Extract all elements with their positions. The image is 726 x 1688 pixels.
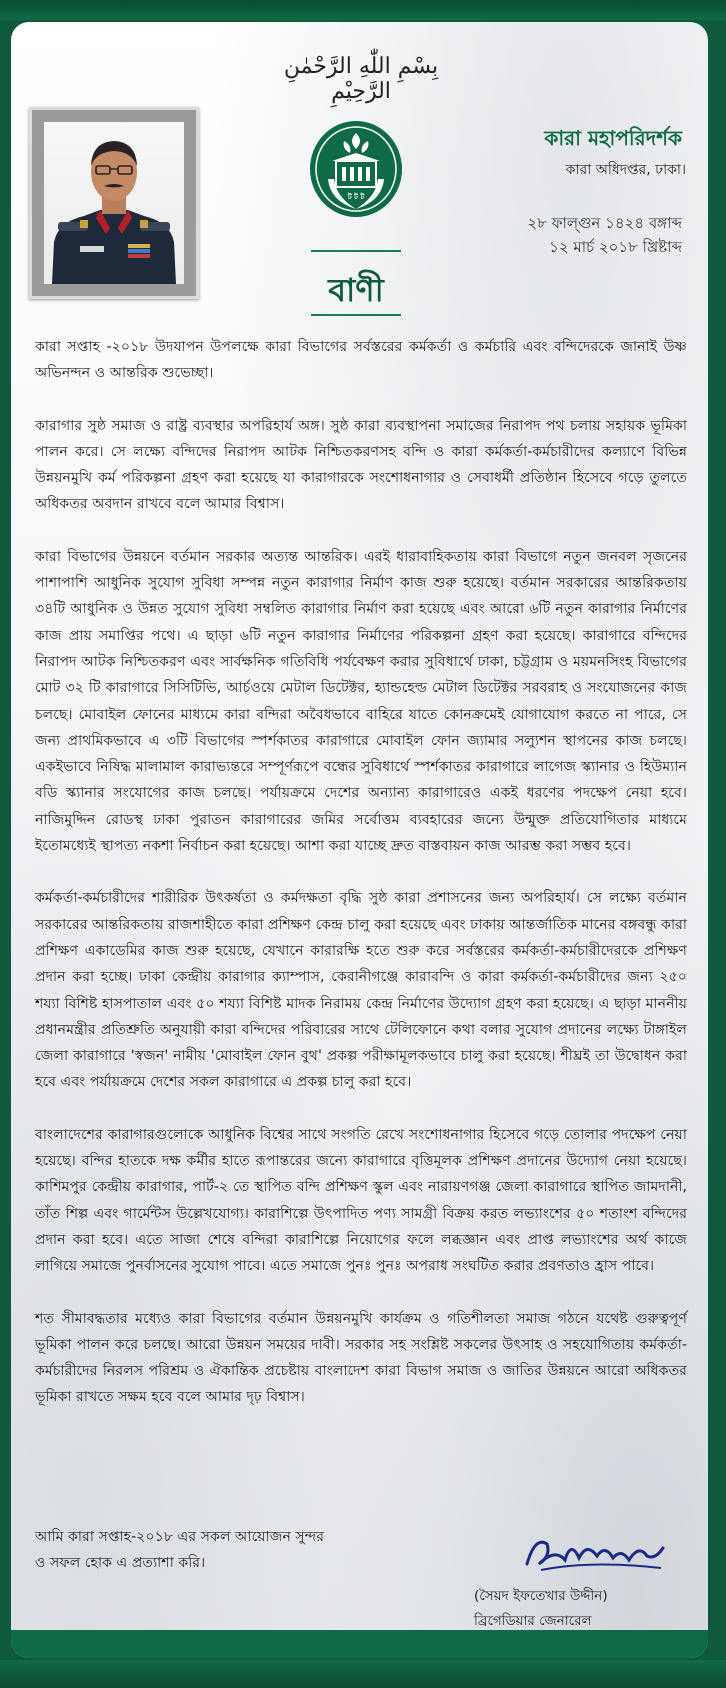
signature <box>521 1530 671 1580</box>
top-border <box>0 0 726 20</box>
date-gregorian: ১২ মার্চ ২০১৮ খ্রিষ্টাব্দ <box>549 238 682 256</box>
paragraph: কারা বিভাগের উন্নয়নে বর্তমান সরকার অত্যন্ত আন্তরিক। এরই ধারাবাহিকতায় কারা বিভাগে নতুন জনবল সৃজনের পাশাপাশি আধুনিক সুযোগ সুবিধা সম্পন্ন নতুন কারাগার নির্মাণ কাজ শুরু হয়েছে। বর্তমান সরকারের আন্তরিকতায় ৩৪টি আধুনিক ও উন্নত সুযোগ সুবিধা সম্বলিত কারাগার নির্মাণ করা হয়েছে এবং আরো ৬টি নতুন কারাগার নির্মাণের কাজ প্রায় সমাপ্তির পথে। এ ছাড়া ৬টি নতুন কারাগার নির্মাণের পরিকল্পনা গ্রহণ করা হয়েছে। কারাগারে বন্দিদের নিরাপদ আটক নিশ্চিতকরণ এবং সার্বক্ষনিক গতিবিধি পর্যবেক্ষণ করার সুবিধার্থে ঢাকা, চট্টগ্রাম ও ময়মনসিংহ বিভাগের মোট ৩২ টি কারাগারে সিসিটিভি, আর্চওয়ে মেটাল ডিটেক্টর, হ্যান্ডহেল্ড মেটাল ডিটেক্টর সরবরাহ ও সংযোজনের কাজ চলছে। মোবাইল ফোনের মাধ্যমে কারা বন্দিরা অবৈধভাবে বাহিরে যাতে কোনক্রমেই যোগাযোগ করতে না পারে, সে জন্য প্রাথমিকভাবে এ ৩টি বিভাগের স্পর্শকাতর কারাগারে মোবাইল ফোন জ্যামার সল্যুশন স্থাপনের কাজ চলছে। একইভাবে নিষিদ্ধ মালামাল কারাভ্যন্তরে সম্পূর্ণরূপে বন্ধের সুবিধার্থে স্পর্শকাতর কারাগারে লাগেজ স্ক্যানার ও হিউম্যান বডি স্ক্যানার সংযোগের কাজ চলছে। পর্যায়ক্রমে দেশের অন্যান্য কারাগারেও একই ধরণের পদক্ষেপ নেয়া হবে। নাজিমুদ্দিন রোডস্থ ঢাকা পুরাতন কারাগারের জমির সর্বোত্তম ব্যবহারের জন্যে উন্মুক্ত প্রতিযোগিতার মাধ্যমে ইতোমধ্যেই স্থাপত্য নকশা নির্বাচন করা হয়েছে। আশা করা যাচ্ছে দ্রুত বাস্তবায়ন কাজ আরম্ভ করা সম্ভব হবে। <box>35 548 687 855</box>
closing-wish: আমি কারা সপ্তাহ-২০১৮ এর সকল আয়োজন সুন্দর ও সফল হোক এ প্রত্যাশা করি। <box>35 1529 324 1571</box>
title-rule-bottom <box>311 314 401 316</box>
signature-icon <box>521 1530 671 1580</box>
emblem-icon <box>306 117 406 227</box>
paragraph: কারা সপ্তাহ -২০১৮ উদযাপন উপলক্ষে কারা বিভাগের সর্বস্তরের কর্মকর্তা ও কর্মচারি এবং বন্দিদেরকে জানাই উষ্ণ অভিনন্দন ও আন্তরিক শুভেচ্ছা। <box>35 339 687 382</box>
paragraph: কর্মকর্তা-কর্মচারীদের শারীরিক উৎকর্ষতা ও কর্মদক্ষতা বৃদ্ধি সুষ্ঠ কারা প্রশাসনের জন্য অপরিহার্য। সে লক্ষ্যে বর্তমান সরকারের আন্তরিকতায় রাজশাহীতে কারা প্রশিক্ষণ কেন্দ্র চালু করা হয়েছে এবং ঢাকায় আন্তর্জাতিক মানের বঙ্গবন্ধু কারা প্রশিক্ষণ একাডেমির কাজ শুরু হয়েছে, যেখানে কারারক্ষি হতে শুরু করে সর্বস্তরের কর্মকর্তা-কর্মচারীদেরকে প্রশিক্ষণ প্রদান করা হচ্ছে। ঢাকা কেন্দ্রীয় কারাগার ক্যাম্পাস, কেরানীগঞ্জে কারাবন্দি ও কারা কর্মকর্তা-কর্মচারীদের জন্য ২৫০ শয্যা বিশিষ্ট হাসপাতাল এবং ৫০ শয্যা বিশিষ্ট মাদক নিরাময় কেন্দ্র নির্মাণের উদ্যোগ গ্রহণ করা হয়েছে। এ ছাড়া মাননীয় প্রধানমন্ত্রীর প্রতিশ্রুতি অনুযায়ী কারা বন্দিদের পরিবারের সাথে টেলিফোনে কথা বলার সুযোগ প্রদানের লক্ষ্যে টাঙ্গাইল জেলা কারাগারে 'স্বজন' নামীয় 'মোবাইল ফোন বুথ' প্রকল্প পরীক্ষামূলকভাবে চালু করা হয়েছে। শীঘ্রই তা উদ্বোধন করা হবে এবং পর্যায়ক্রমে দেশের সকল কারাগারে এ প্রকল্প চালু করা হবে। <box>35 890 687 1091</box>
officer-photo-icon <box>44 122 184 284</box>
signatory-rank: ব্রিগেডিয়ার জেনারেল <box>474 1613 592 1629</box>
paragraph: বাংলাদেশের কারাগারগুলোকে আধুনিক বিশ্বের সাথে সংগতি রেখে সংশোধনাগার হিসেবে গড়ে তোলার পদক্ষেপ নেয়া হয়েছে। বন্দির হাতকে দক্ষ কর্মীর হাতে রূপান্তরের জন্যে কারাগারে বৃত্তিমূলক প্রশিক্ষণ প্রদানের উদ্যোগ নেয়া হয়েছে। কাশিমপুর কেন্দ্রীয় কারাগার, পার্ট-২ তে স্থাপিত বন্দি প্রশিক্ষণ স্কুল এবং নারায়ণগঞ্জ জেলা কারাগারে স্থাপিত জামদানী, তাঁত শিল্প এবং গার্মেন্টস উল্লেখযোগ্য। কারাশিল্পে উৎপাদিত পণ্য সামগ্রী বিক্রয় করত লভ্যাংশের ৫০ শতাংশ বন্দিদের প্রদান করা হবে। এতে সাজা শেষে বন্দিরা কারাশিল্পে নিয়োগের ফলে লব্ধজ্ঞান এবং প্রাপ্ত লভ্যাংশের অর্থ কাজে লাগিয়ে সমাজে পুনর্বাসনের সুযোগ পাবে। এতে সমাজে পুনঃ পুনঃ অপরাধ সংঘটিত করার প্রবণতাও হ্রাস পাবে। <box>35 1126 687 1275</box>
portrait-image <box>44 122 184 284</box>
card-footer-bar <box>11 1630 708 1658</box>
official-portrait <box>29 107 199 299</box>
issuer-office: কারা অধিদপ্তর, ঢাকা। <box>565 162 686 178</box>
title-rule-top <box>311 250 401 252</box>
page-title: বাণী <box>328 271 384 309</box>
issuer-designation: কারা মহাপরিদর্শক <box>544 126 682 150</box>
prison-department-emblem <box>306 117 406 227</box>
bottom-border <box>0 1660 726 1688</box>
date-bangla: ২৮ ফাল্গুন ১৪২৪ বঙ্গাব্দ <box>527 214 682 232</box>
message-body <box>35 334 687 1437</box>
paragraph: কারাগার সুষ্ঠ সমাজ ও রাষ্ট্র ব্যবস্থার অপরিহার্য অঙ্গ। সুষ্ঠ কারা ব্যবস্থাপনা সমাজের নিরাপদ পথ চলায় সহায়ক ভূমিকা পালন করে। সে লক্ষ্যে বন্দিদের নিরাপদ আটক নিশ্চিতকরণসহ বন্দি ও কারা কর্মকর্তা-কর্মচারীদের কল্যাণে বিভিন্ন উন্নয়নমুখি কর্ম পরিকল্পনা গ্রহণ করা হয়েছে যা কারাগারকে সংশোধনাগার ও সেবাধর্মী প্রতিষ্ঠান হিসেবে গড়ে তুলতে অধিকতর অবদান রাখবে বলে আমার বিশ্বাস। <box>35 417 687 513</box>
paragraph: শত সীমাবদ্ধতার মধ্যেও কারা বিভাগের বর্তমান উন্নয়নমুখি কার্যক্রম ও গতিশীলতা সমাজ গঠনে যথেষ্ট গুরুত্বপূর্ণ ভূমিকা পালন করে চলছে। আরো উন্নয়ন সময়ের দাবী। সরকার সহ সংশ্লিষ্ট সকলের উৎসাহ ও সহযোগিতায় কর্মকর্তা-কর্মচারীদের নিরলস পরিশ্রম ও ঐকান্তিক প্রচেষ্টায় বাংলাদেশ কারা বিভাগ সমাজ ও জাতির উন্নয়নে আরো অধিকতর ভূমিকা রাখতে সক্ষম হবে বলে আমার দৃঢ় বিশ্বাস। <box>35 1310 687 1406</box>
signatory-name: (সৈয়দ ইফতেখার উদ্দীন) <box>474 1588 608 1604</box>
bismillah-calligraphy: بِسْمِ اللّٰهِ الرَّحْمٰنِ الرَّحِيْمِ <box>283 54 439 104</box>
emblem-label: ট ট ট <box>347 193 365 201</box>
message-card <box>11 22 708 1658</box>
